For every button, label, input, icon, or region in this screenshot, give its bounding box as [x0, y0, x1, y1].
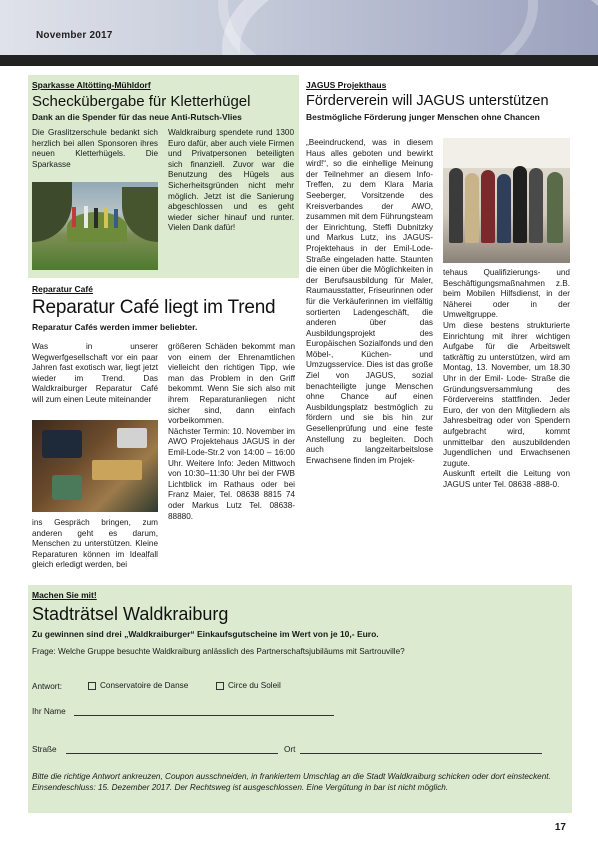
header-bar [0, 55, 598, 66]
article-tag: JAGUS Projekthaus [306, 80, 387, 90]
quiz-note: Bitte die richtige Antwort ankreuzen, Coupon ausschneiden, in frankiertem Umschlag an die Stadt Waldkraiburg schicken oder dort einsteckent. Einsendeschluss: 15. Dezember 2017. Der Rechtsweg ist ausgeschlossen. Eine Vergütung in bar ist nicht möglich. [32, 772, 551, 792]
article-subtitle: Dank an die Spender für das neue Anti-Rutsch-Vlies [32, 112, 242, 122]
jagus-group-photo [443, 138, 570, 263]
article-text: „Beeindruckend, was in diesem Haus alles geboten und bewirkt wird!“, so die einhellige Meinung der Teilnehmer an diesem Info-Treffen, zu dem Klara Maria Seeberger, Vorsitzende des Kreisverbandes der AWO, zusammen mit dem Führungsteam der Einrichtung, Steffi Dubnitzky und Markus Lutz, ins JAGUS-Projektehaus in der Emil-Lode-Straße eingeladen hatte. Staunten die einen über die Möglichkeiten in der Berufsausbildung für Maler, Raumausstatter, Friseurinnen oder für die Verkäuferinnen im vielfältig sortierten Ladengeschäft, die anderen über das Ausbildungsprojekt des Europäischen Sozialfonds und den Möbel-, Küchen- und Umzugsservice. Dies ist das große Ziel von JAGUS, sozial benachteiligte junge Menschen ohne Chance auf einen Ausbildungsplatz bestmöglich zu fördern und sie bis hin zur Gesellenprüfung und eine feste Anstellung zu begleiten. Doch auch langzeitarbeitslose Erwachsene finden im Projek- [306, 138, 433, 465]
issue-month: November 2017 [36, 30, 113, 41]
page-number: 17 [554, 822, 566, 833]
answer-label: Antwort: [32, 682, 63, 691]
article-title: Reparatur Café liegt im Trend [32, 297, 276, 318]
repair-cafe-photo [32, 420, 158, 512]
article-title: Förderverein will JAGUS unterstützen [306, 93, 549, 109]
city-label: Ort [284, 745, 296, 754]
option-label: Circe du Soleil [228, 681, 281, 690]
article-text: Die Graslitzerschule bedankt sich herzlich bei allen Sponsoren ihres neuen Kletterhügels. Die Sparkasse [32, 128, 158, 169]
name-field[interactable] [74, 715, 334, 716]
quiz-title: Stadträtsel Waldkraiburg [32, 604, 229, 624]
article-subtitle: Bestmögliche Förderung junger Menschen ohne Chancen [306, 112, 540, 122]
option-conservatoire[interactable] [88, 681, 188, 690]
article-subtitle: Reparatur Cafés werden immer beliebter. [32, 322, 198, 332]
article-text: größeren Schäden bekommt man von einem der Ehrenamtlichen vielleicht den richtigen Tipp, wie man das Problem in den Griff bekommt. Wenn Sie sich also mit ihrem Reparaturanliegen nicht sicher sind, dann einfach vorbeikommen. Nächster Termin: 10. November im AWO Projektehaus JAGUS in der Emil-Lode-Str.2 von 14:00 – 16:00 Uhr. Weitere Info: Jeden Mittwoch von 10:30–11:30 Uhr bei der FWB Lichtblick im Rathaus oder bei Franz Maier, Tel. 08638 8815 74 oder Markus Lutz Tel. 08638-88880. [168, 342, 295, 521]
article-title: Scheckübergabe für Kletterhügel [32, 93, 251, 110]
city-field[interactable] [300, 753, 542, 754]
street-label: Straße [32, 745, 57, 754]
page-header [0, 0, 598, 55]
option-label: Conservatoire de Danse [100, 681, 189, 690]
checkbox-icon[interactable] [216, 682, 224, 690]
header-decoration [218, 0, 538, 55]
article-text: ins Gespräch bringen, zum anderen geht es darum, Menschen zu unterstützen. Kleine Reparaturen können im Idealfall gleich erledigt werden, bei [32, 518, 158, 570]
article-text: Waldkraiburg spendete rund 1300 Euro dafür, aber auch viele Firmen und Privatpersonen beteiligten sich finanziell. Zuvor war die Benutzung des Hügels aus Sicherheitsgründen nicht mehr möglich. Jetzt ist die Sanierung abgeschlossen und es geht wieder sicher hinauf und runter. Vielen Dank dafür! [168, 128, 294, 233]
name-label: Ihr Name [32, 707, 66, 716]
article-text: tehaus Qualifizierungs- und Beschäftigungsmaßnahmen z.B. beim Mobilen Hilfsdienst, in der Näherei oder in der Umweltgruppe. Um diese bestens strukturierte Einrichtung mit ihrer wichtigen Aufgabe für die Arbeitswelt tatkräftig zu unterstützen, wird am Montag, 13. November, um 18.30 Uhr in der Emil- Lode- Straße die Gründungsversammlung des Fördervereins stattfinden. Jeder Euro, der von den Mitgliedern als Jahresbeitrag oder von Spendern aufgebracht wird, kommt unmittelbar den auszubildenden Jugendlichen und Erwachsenen zugute. Auskunft erteilt die Leitung von JAGUS unter Tel. 08638 -888-0. [443, 268, 570, 489]
article-tag: Reparatur Café [32, 284, 93, 294]
street-field[interactable] [66, 753, 278, 754]
checkbox-icon[interactable] [88, 682, 96, 690]
quiz-subtitle: Zu gewinnen sind drei „Waldkraiburger“ Einkaufsgutscheine im Wert von je 10,- Euro. [32, 629, 379, 639]
quiz-question: Frage: Welche Gruppe besuchte Waldkraiburg anlässlich des Partnerschaftsjubiläums mit Sartrouville? [32, 647, 405, 656]
quiz-tag: Machen Sie mit! [32, 590, 97, 600]
option-circe[interactable] [216, 681, 281, 690]
article-text: Was in unserer Wegwerfgesellschaft vor ein paar Jahren fast exotisch war, liegt jetzt wieder im Trend. Das Waldkraiburger Reparatur Café will zum einen Leute miteinander [32, 342, 158, 404]
playground-photo [32, 182, 158, 270]
article-tag: Sparkasse Altötting-Mühldorf [32, 80, 151, 90]
